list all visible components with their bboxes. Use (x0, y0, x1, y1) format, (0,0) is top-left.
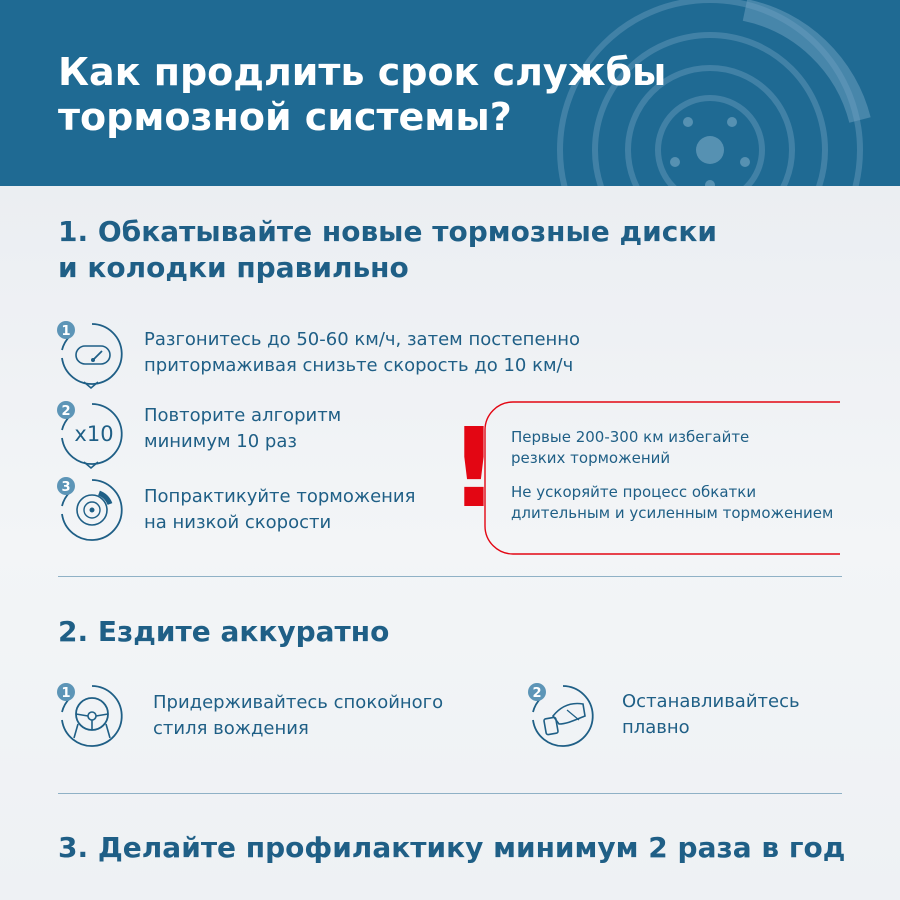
section-2-title: 2. Ездите аккуратно (58, 615, 390, 648)
step-3-number: 3 (61, 480, 71, 495)
step-1-number: 1 (61, 324, 71, 339)
step-2-text-line-1: Повторите алгоритм (144, 405, 342, 426)
step-3-text-line-2: на низкой скорости (144, 512, 332, 533)
section-1-title-line-2: и колодки правильно (58, 251, 409, 284)
section-2-step-2-text (622, 689, 800, 741)
step-1-text (144, 327, 580, 379)
divider (58, 576, 842, 577)
page-title-line-2: тормозной системы? (58, 95, 512, 139)
divider (58, 793, 842, 794)
warning-note-2-line-1: Не ускоряйте процесс обкатки (511, 483, 757, 501)
step-2-number: 2 (61, 404, 71, 419)
step-1-text-line-2: притормаживая снизьте скорость до 10 км/ч (144, 355, 574, 376)
chevron-down-icon (82, 460, 100, 470)
warning-note-2 (511, 482, 833, 524)
section-2-step-1-text (153, 690, 443, 742)
step-2-repeat-icon (52, 398, 132, 468)
step-1-text-line-1: Разгонитесь до 50-60 км/ч, затем постепенно (144, 329, 581, 350)
step-3-text-line-1: Попрактикуйте торможения (144, 486, 416, 507)
step-1-speedometer-icon (52, 318, 132, 388)
step-2-text (144, 403, 341, 455)
warning-exclamation-icon: ! (448, 404, 500, 532)
section-1-title (58, 214, 717, 286)
step-2-text-line-2: минимум 10 раз (144, 431, 297, 452)
warning-note-2-line-2: длительным и усиленным торможением (511, 504, 834, 522)
step-2-x10-label: x10 (74, 422, 114, 446)
warning-note-1-line-1: Первые 200-300 км избегайте (511, 428, 750, 446)
step-3-brake-disc-icon (52, 474, 132, 544)
section-3-title: 3. Делайте профилактику минимум 2 раза в год (58, 831, 846, 864)
step-3-text (144, 484, 415, 536)
section-1-title-line-1: 1. Обкатывайте новые тормозные диски (58, 215, 717, 248)
warning-note-1-line-2: резких торможений (511, 449, 671, 467)
section-2-step-1-number: 1 (61, 686, 71, 701)
chevron-down-icon (82, 380, 100, 390)
page-title-line-1: Как продлить срок службы (58, 50, 667, 94)
section-2-step-2-number: 2 (532, 686, 542, 701)
section-2-step-1-line-2: стиля вождения (153, 718, 309, 739)
warning-note-1 (511, 427, 749, 469)
section-2-step-1-line-1: Придерживайтесь спокойного (153, 692, 444, 713)
step-2-1-steering-wheel-icon (52, 680, 132, 750)
header-banner (0, 0, 900, 186)
section-2-step-2-line-1: Останавливайтесь (622, 691, 800, 712)
page-title (58, 50, 698, 140)
warning-frame (483, 400, 843, 556)
section-2-step-2-line-2: плавно (622, 717, 690, 738)
step-2-2-foot-pedal-icon (523, 680, 603, 750)
